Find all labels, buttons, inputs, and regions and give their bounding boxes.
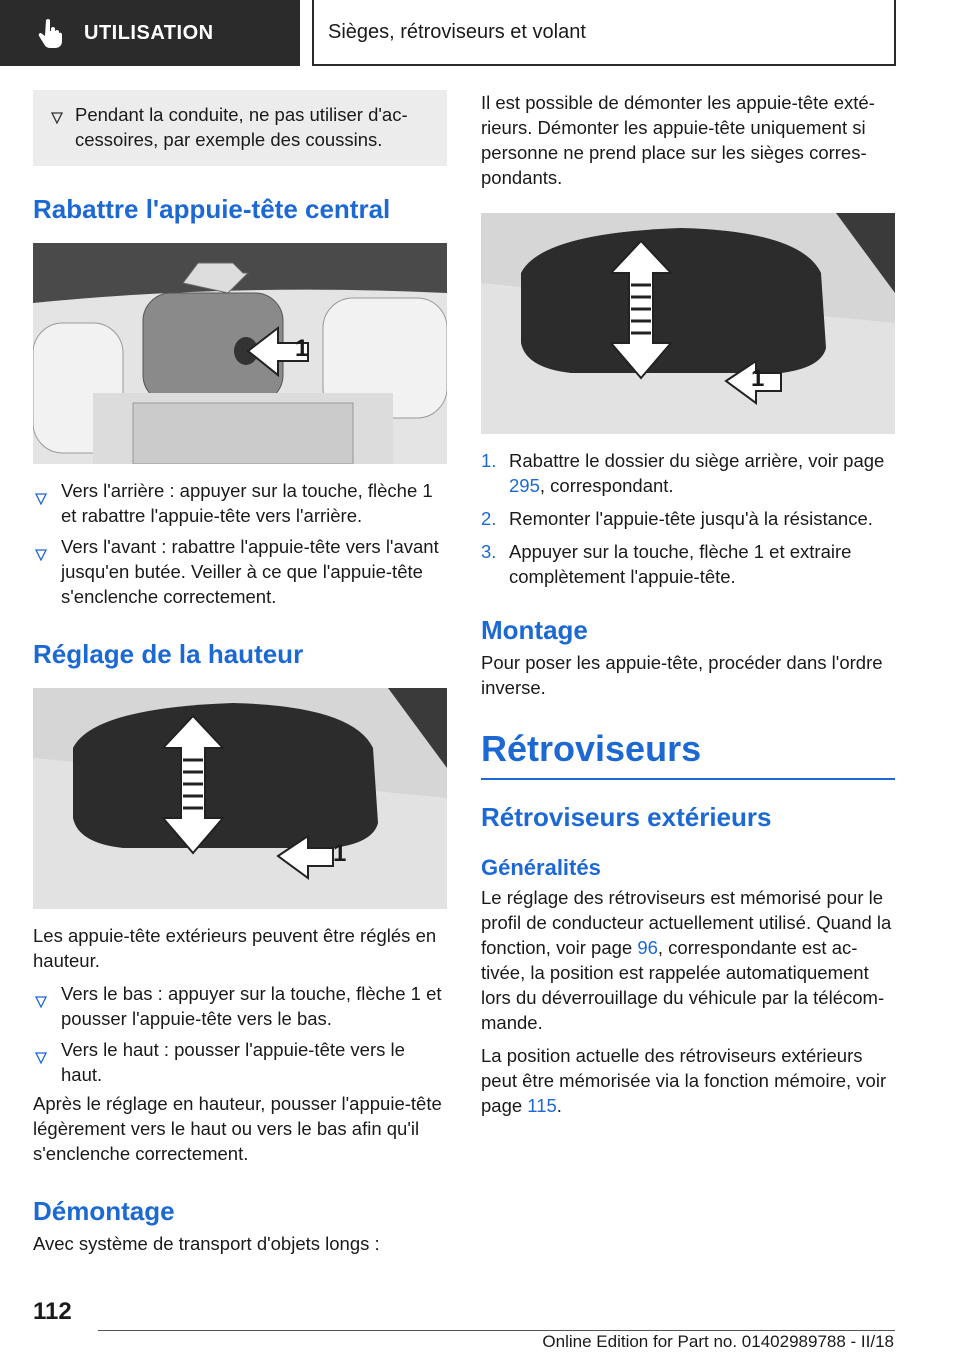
heading-removal: Démontage [33,1196,175,1226]
triangle-bullet-icon [35,1045,47,1070]
edition-text: Online Edition for Part no. 01402989788 - II/18 [542,1332,894,1351]
general-paragraph-2: La position actuelle des rétroviseurs extérieurs peut être mémorisée via la fonction mémoire, voir page 115. [481,1045,887,1116]
heading-exterior-mirrors: Rétroviseurs extérieurs [481,802,772,832]
list-item: 3. Appuyer sur la touche, flèche 1 et extraire complètement l'appuie-tête. [481,541,852,587]
figure-callout-1: 1 [751,365,765,392]
list-item: 1. Rabattre le dossier du siège arrière, voir page 295, correspondant. [481,450,885,496]
figure-callout-1: 1 [295,335,309,362]
list-item: Vers l'avant : rabattre l'appuie-tête vers l'avant jusqu'en butée. Veiller à ce que l'appuie-tête s'enclenche correctement. [33,534,447,609]
figure-central-headrest [33,243,447,464]
heading-mirrors: Rétroviseurs [481,728,895,780]
triangle-bullet-icon [35,989,47,1014]
heading-assembly: Montage [481,615,588,645]
hand-pointer-icon [34,16,68,50]
triangle-bullet-icon [35,542,47,567]
chapter-title: Sièges, rétroviseurs et volant [312,0,896,66]
note-text: Pendant la conduite, ne pas utiliser d'accessoires, par exemple des coussins. [75,104,408,150]
heading-general: Généralités [481,855,601,880]
list-item: Vers le bas : appuyer sur la touche, flèche 1 et pousser l'appuie-tête vers le bas. [33,981,447,1031]
assembly-text: Pour poser les appuie-tête, procéder dans l'ordre inverse. [481,652,883,698]
left-column [33,90,447,1256]
removal-intro: Avec système de transport d'objets longs : [33,1233,380,1254]
warning-note [33,90,447,166]
footer-divider [98,1330,895,1331]
page-link[interactable]: 115 [527,1095,557,1116]
list-item: 2. Remonter l'appuie-tête jusqu'à la résistance. [481,508,873,529]
figure-callout-1: 1 [333,840,347,867]
page-link[interactable]: 96 [637,937,658,958]
section-title: UTILISATION [84,21,214,44]
general-paragraph-1: Le réglage des rétroviseurs est mémorisé pour le profil de conducteur actuellement utilisé. Quand la fonction, voir page 96, correspondante est activée, la position est rappelée automatiquement lors du déverrouillage du véhicule par la télécommande. [481,887,892,1033]
triangle-bullet-icon [35,486,47,511]
heading-central-headrest: Rabattre l'appuie-tête central [33,194,391,224]
figure-removal [481,213,895,434]
heading-height-adjustment: Réglage de la hauteur [33,639,304,669]
triangle-bullet-icon [51,105,63,130]
page-header [0,0,960,66]
list-item: Vers l'arrière : appuyer sur la touche, flèche 1 et rabattre l'appuie-tête vers l'arrière. [33,478,447,528]
page-link[interactable]: 295 [509,475,540,496]
removal-intro-right: Il est possible de démonter les appuie-tête extérieurs. Démonter les appuie-tête uniquement si personne ne prend place sur les sièges correspondants. [481,92,875,188]
page-footer [0,1290,960,1350]
figure-height-adjustment [33,688,447,909]
height-intro: Les appuie-tête extérieurs peuvent être réglés en hauteur. [33,925,437,971]
height-after-text: Après le réglage en hauteur, pousser l'appuie-tête légèrement vers le haut ou vers le bas afin qu'il s'enclenche correctement. [33,1093,442,1164]
right-column [481,90,895,1118]
list-item: Vers le haut : pousser l'appuie-tête vers le haut. [33,1037,447,1087]
page-number: 112 [33,1298,72,1325]
section-tab [0,0,300,66]
